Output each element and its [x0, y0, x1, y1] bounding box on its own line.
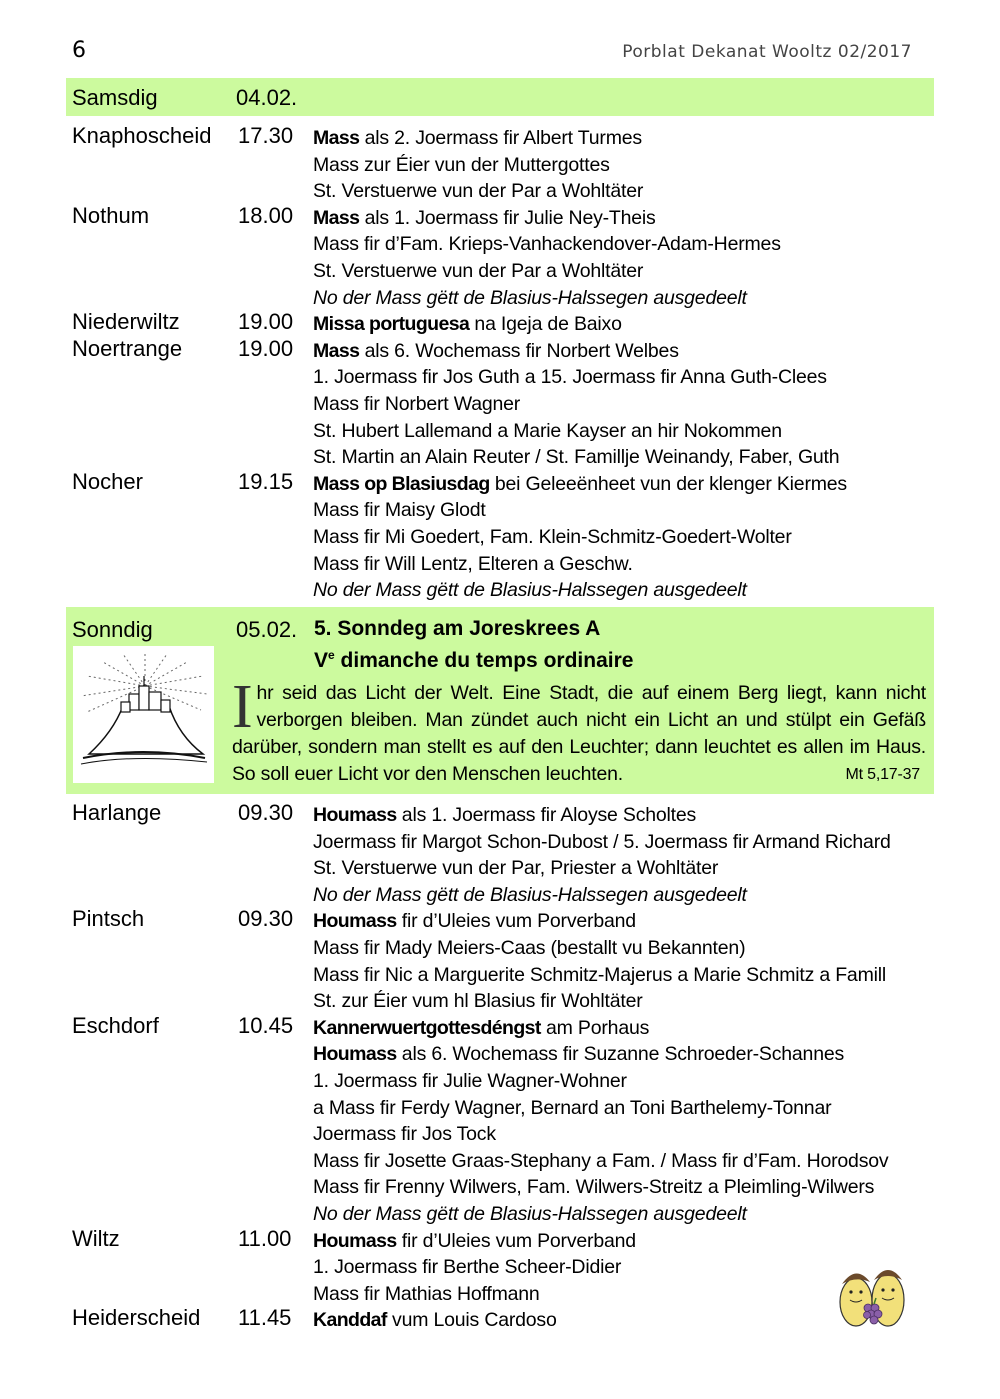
line-text: St. zur Éier vum hl Blasius fir Wohltäter	[313, 990, 643, 1013]
entry-place: Nothum	[72, 202, 150, 228]
service-type: Kannerwuertgottesdéngst	[313, 1016, 541, 1039]
entry-line	[313, 231, 781, 258]
page-number: 6	[72, 38, 86, 63]
entry-note-line	[313, 882, 891, 909]
entry-lines	[313, 125, 643, 205]
service-type: Mass	[313, 127, 360, 149]
entry-note-line	[313, 285, 781, 312]
entry-line	[313, 471, 847, 498]
line-text: vum Louis Cardoso	[386, 1309, 557, 1332]
entry-line	[313, 908, 886, 935]
entry-line	[313, 1228, 636, 1255]
entry-line	[313, 1254, 636, 1281]
entry-time: 19.00	[238, 335, 294, 361]
entry-time: 09.30	[238, 906, 294, 932]
line-text: St. Verstuerwe vun der Par a Wohltäter	[313, 259, 644, 282]
entry-line	[313, 551, 847, 578]
entry-line	[313, 497, 847, 524]
entry-lines	[313, 338, 839, 471]
entry-line	[313, 205, 781, 232]
entry-lines	[313, 802, 891, 908]
entry-place: Eschdorf	[72, 1012, 159, 1038]
line-note: No der Mass gëtt de Blasius-Halssegen ausgedeelt	[313, 883, 747, 906]
entry-place: Harlange	[72, 800, 162, 825]
line-text: als 1. Joermass fir Aloyse Scholtes	[396, 804, 697, 826]
entry-place: Heiderscheid	[72, 1305, 201, 1331]
line-text: fir d’Uleies vum Porverband	[396, 1229, 636, 1252]
line-text: als 6. Wochemass fir Norbert Welbes	[359, 339, 679, 362]
gospel-text: hr seid das Licht der Welt. Eine Stadt, die auf einem Berg liegt, kann nicht verborgen bleiben. Man zündet auch nicht ein Licht an und stülpt ein Gefäß darüber, sondern man stellt es auf den Leuchter; dann leuchtet es allen im Haus. So soll euer Licht vor den Menschen leuchten.	[232, 682, 926, 785]
line-note: No der Mass gëtt de Blasius-Halssegen ausgedeelt	[313, 1202, 747, 1225]
line-text: St. Hubert Lallemand a Marie Kayser an hir Nokommen	[313, 419, 782, 442]
entry-line	[313, 1281, 636, 1308]
service-type: Houmass	[313, 804, 397, 826]
mascot-figures-icon	[832, 1258, 914, 1330]
entry-place: Pintsch	[72, 906, 145, 932]
service-type: Kanddaf	[313, 1309, 387, 1332]
line-text: Mass fir Nic a Marguerite Schmitz-Majerus a Marie Schmitz a Famill	[313, 963, 887, 986]
entry-time: 10.45	[238, 1012, 294, 1038]
line-text: 1. Joermass fir Berthe Scheer-Didier	[313, 1256, 622, 1279]
line-text: St. Martin an Alain Reuter / St. Famillje Weinandy, Faber, Guth	[313, 446, 840, 469]
line-text: Mass fir Mady Meiers-Caas (bestallt vu Bekannten)	[313, 936, 746, 959]
service-type: Mass op Blasiusdag	[313, 472, 490, 495]
entry-place: Noertrange	[72, 335, 183, 361]
entry-line	[313, 1174, 888, 1201]
entry-time: 17.30	[238, 123, 294, 148]
service-type: Missa portuguesa	[313, 313, 470, 336]
line-text: Mass fir Frenny Wilwers, Fam. Wilwers-Streitz a Pleimling-Wilwers	[313, 1176, 875, 1199]
line-text: Mass fir d’Fam. Krieps-Vanhackendover-Adam-Hermes	[313, 233, 781, 256]
entry-line	[313, 855, 891, 882]
entry-lines	[313, 1228, 636, 1308]
entry-line	[313, 418, 839, 445]
line-text: Mass fir Josette Graas-Stephany a Fam. / Mass fir d’Fam. Horodsov	[313, 1149, 889, 1172]
entry-time: 11.45	[238, 1305, 292, 1331]
service-type: Houmass	[313, 1043, 397, 1066]
service-type: Mass	[313, 339, 360, 362]
day-name: Samsdig	[72, 85, 158, 110]
entry-line	[313, 311, 622, 338]
day-name: Sonndig	[72, 617, 153, 642]
line-text: am Porhaus	[540, 1016, 650, 1039]
entry-line	[313, 258, 781, 285]
line-text: na Igeja de Baixo	[469, 313, 622, 336]
city-on-hill-icon	[73, 646, 214, 783]
entry-note-line	[313, 1201, 888, 1228]
gospel-passage	[232, 673, 926, 788]
entry-place: Niederwiltz	[72, 309, 180, 335]
entry-line	[313, 338, 839, 365]
entry-line	[313, 1307, 557, 1334]
line-text: Mass fir Mathias Hoffmann	[313, 1282, 540, 1305]
line-text: als 2. Joermass fir Albert Turmes	[359, 127, 642, 149]
entry-line	[313, 988, 886, 1015]
gospel-dropcap: I	[232, 673, 253, 741]
sunday-title-line2: Ve dimanche du temps ordinaire	[314, 648, 634, 672]
gospel-reference: Mt 5,17-37	[845, 766, 920, 783]
line-text: Mass fir Norbert Wagner	[313, 392, 521, 415]
entry-line	[313, 1095, 888, 1122]
entry-lines	[313, 1015, 888, 1228]
day-band-saturday	[66, 78, 934, 116]
entry-place: Knaphoscheid	[72, 123, 212, 148]
service-type: Mass	[313, 206, 360, 229]
line-text: Mass fir Will Lentz, Elteren a Geschw.	[313, 552, 633, 575]
entry-line	[313, 1068, 888, 1095]
day-date: 05.02.	[236, 617, 298, 642]
entry-time: 18.00	[238, 202, 294, 228]
entry-lines	[313, 471, 847, 604]
entry-line	[313, 152, 643, 179]
sunday-title-line1: 5. Sonndeg am Joreskrees A	[314, 617, 601, 640]
entry-lines	[313, 311, 622, 338]
entry-note-line	[313, 577, 847, 604]
line-text: 1. Joermass fir Julie Wagner-Wohner	[313, 1069, 627, 1092]
day-date: 04.02.	[236, 85, 298, 110]
entry-time: 11.00	[238, 1225, 292, 1251]
line-text: Mass fir Maisy Glodt	[313, 499, 486, 522]
entry-place: Wiltz	[72, 1225, 120, 1251]
entry-line	[313, 125, 643, 152]
line-text: Mass zur Éier vun der Muttergottes	[313, 153, 610, 176]
line-note: No der Mass gëtt de Blasius-Halssegen ausgedeelt	[313, 286, 747, 309]
line-text: St. Verstuerwe vun der Par a Wohltäter	[313, 180, 644, 203]
entry-place: Nocher	[72, 468, 143, 494]
entry-line	[313, 962, 886, 989]
line-text: als 6. Wochemass fir Suzanne Schroeder-Schannes	[396, 1043, 845, 1066]
entry-line	[313, 524, 847, 551]
entry-time: 19.00	[238, 309, 294, 335]
entry-line	[313, 1148, 888, 1175]
line-note: No der Mass gëtt de Blasius-Halssegen ausgedeelt	[313, 579, 747, 602]
entry-line	[313, 364, 839, 391]
entry-lines	[313, 908, 886, 1014]
entry-line	[313, 935, 886, 962]
line-text: Joermass fir Jos Tock	[313, 1123, 496, 1146]
sunday-title	[314, 616, 633, 674]
entry-line	[313, 829, 891, 856]
page-header	[72, 38, 912, 68]
entry-line	[313, 1121, 888, 1148]
service-type: Houmass	[313, 910, 397, 933]
entry-line	[313, 1015, 888, 1042]
service-type: Houmass	[313, 1229, 397, 1252]
entry-time: 19.15	[238, 468, 294, 494]
line-text: Mass fir Mi Goedert, Fam. Klein-Schmitz-Goedert-Wolter	[313, 525, 792, 548]
entry-line	[313, 1041, 888, 1068]
line-text: fir d’Uleies vum Porverband	[396, 910, 636, 933]
line-text: 1. Joermass fir Jos Guth a 15. Joermass fir Anna Guth-Clees	[313, 366, 827, 389]
entry-line	[313, 178, 643, 205]
line-text: als 1. Joermass fir Julie Ney-Theis	[359, 206, 656, 229]
line-text: Joermass fir Margot Schon-Dubost / 5. Joermass fir Armand Richard	[313, 830, 891, 853]
entry-line	[313, 802, 891, 829]
line-text: bei Geleeënheet vun der klenger Kiermes	[489, 472, 847, 495]
publication-title: Porblat Dekanat Wooltz 02/2017	[622, 42, 912, 62]
entry-lines	[313, 1307, 557, 1334]
line-text: St. Verstuerwe vun der Par, Priester a Wohltäter	[313, 857, 719, 880]
line-text: a Mass fir Ferdy Wagner, Bernard an Toni Barthelemy-Tonnar	[313, 1096, 832, 1119]
entry-line	[313, 444, 839, 471]
entry-lines	[313, 205, 781, 311]
entry-time: 09.30	[238, 800, 294, 825]
entry-line	[313, 391, 839, 418]
